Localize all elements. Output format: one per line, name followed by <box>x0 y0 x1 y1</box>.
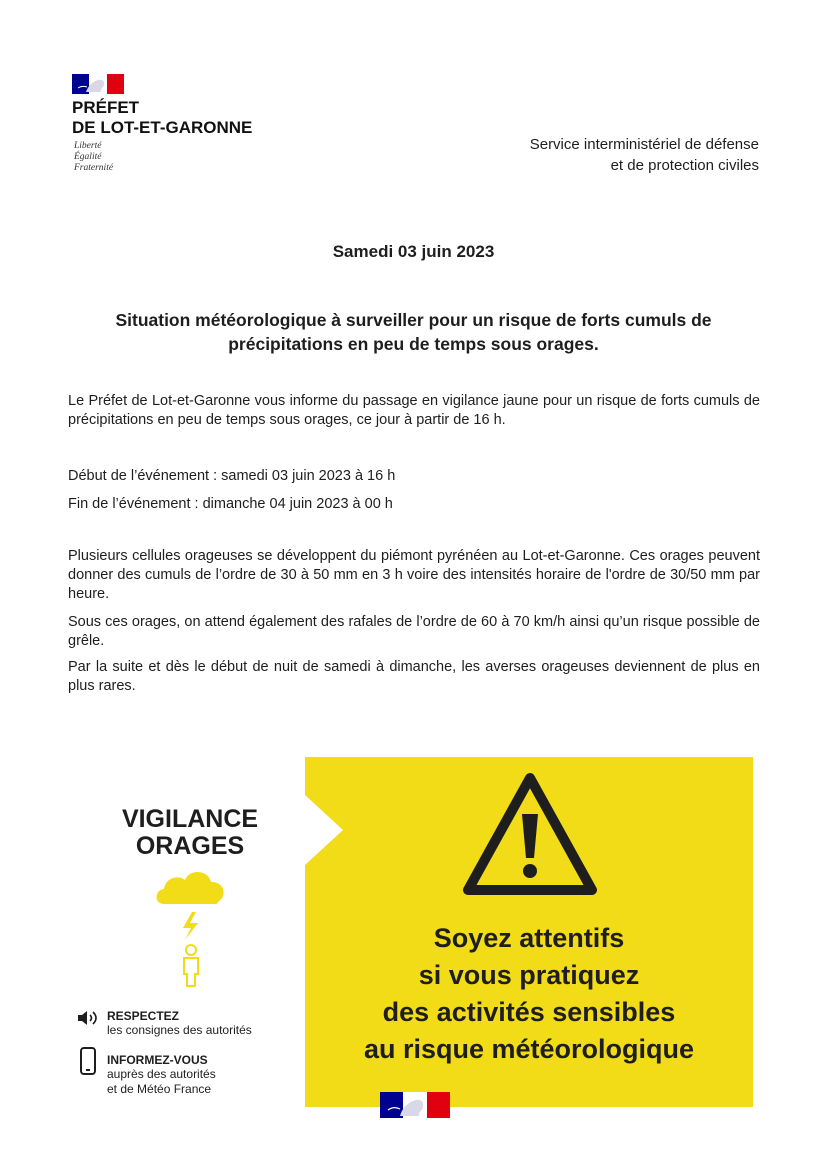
marianne-flag-bottom-logo <box>380 1092 450 1118</box>
lightning-icon <box>183 912 198 940</box>
alert-message-line3: des activités sensibles <box>382 997 676 1027</box>
service-line1: Service interministériel de défense <box>529 136 759 153</box>
event-end: Fin de l’événement : dimanche 04 juin 2023 à 00 h <box>68 496 393 512</box>
prefet-title <box>72 98 252 138</box>
motto-egalite: Égalité <box>74 152 102 162</box>
alert-message-line1: Soyez attentifs <box>433 923 625 953</box>
speaker-icon <box>76 1008 100 1028</box>
alert-message-line4: au risque météorologique <box>363 1034 695 1064</box>
prefet-line1: PRÉFET <box>72 98 140 117</box>
consigne-informez <box>107 1053 216 1097</box>
intro-paragraph: Le Préfet de Lot-et-Garonne vous informe du passage en vigilance jaune pour un risque de forts cumuls de précipitations en peu de temps sous orages, ce jour à partir de 16 h. <box>68 393 760 428</box>
paragraph-night: Par la suite et dès le début de nuit de samedi à dimanche, les averses orageuses deviennent de plus en plus rares. <box>68 659 760 694</box>
informez-heading: INFORMEZ-VOUS <box>107 1053 208 1067</box>
vigilance-title-line2: ORAGES <box>135 832 245 860</box>
headline <box>60 308 767 356</box>
paragraph-gusts: Sous ces orages, on attend également des rafales de l’ordre de 60 à 70 km/h ainsi qu’un risque possible de grêle. <box>68 614 760 649</box>
headline-line1: Situation météorologique à surveiller pour un risque de forts cumuls de <box>115 310 712 330</box>
consigne-respectez <box>107 1009 252 1038</box>
document-date: Samedi 03 juin 2023 <box>332 242 495 261</box>
phone-icon <box>80 1047 96 1075</box>
marianne-flag-logo <box>72 74 124 94</box>
service-name <box>530 134 759 176</box>
informez-text-line2: et de Météo France <box>107 1082 212 1096</box>
vigilance-title <box>100 806 280 860</box>
motto-liberte: Liberté <box>74 141 102 151</box>
respectez-heading: RESPECTEZ <box>107 1009 180 1023</box>
republic-motto <box>74 141 113 174</box>
paragraph-cells: Plusieurs cellules orageuses se développent du piémont pyrénéen au Lot-et-Garonne. Ces orages peuvent donner des cumuls de l’ordre de 30 à 50 mm en 3 h voire des intensités horaire de l'ordre de 30/50 mm par heure. <box>68 548 760 602</box>
alert-message <box>315 920 743 1068</box>
person-icon <box>184 945 198 986</box>
warning-icon <box>460 770 600 898</box>
motto-fraternite: Fraternité <box>74 163 114 173</box>
event-start: Début de l’événement : samedi 03 juin 2023 à 16 h <box>68 468 396 484</box>
service-line2: et de protection civiles <box>610 157 759 174</box>
headline-line2: précipitations en peu de temps sous orages. <box>228 334 599 354</box>
respectez-text: les consignes des autorités <box>107 1023 252 1037</box>
alert-message-line2: si vous pratiquez <box>418 960 640 990</box>
informez-text-line1: auprès des autorités <box>107 1067 216 1081</box>
vigilance-title-line1: VIGILANCE <box>121 805 259 833</box>
prefet-line2: DE LOT-ET-GARONNE <box>72 118 253 137</box>
storm-weather-icon <box>152 866 232 990</box>
cloud-icon <box>157 872 224 904</box>
